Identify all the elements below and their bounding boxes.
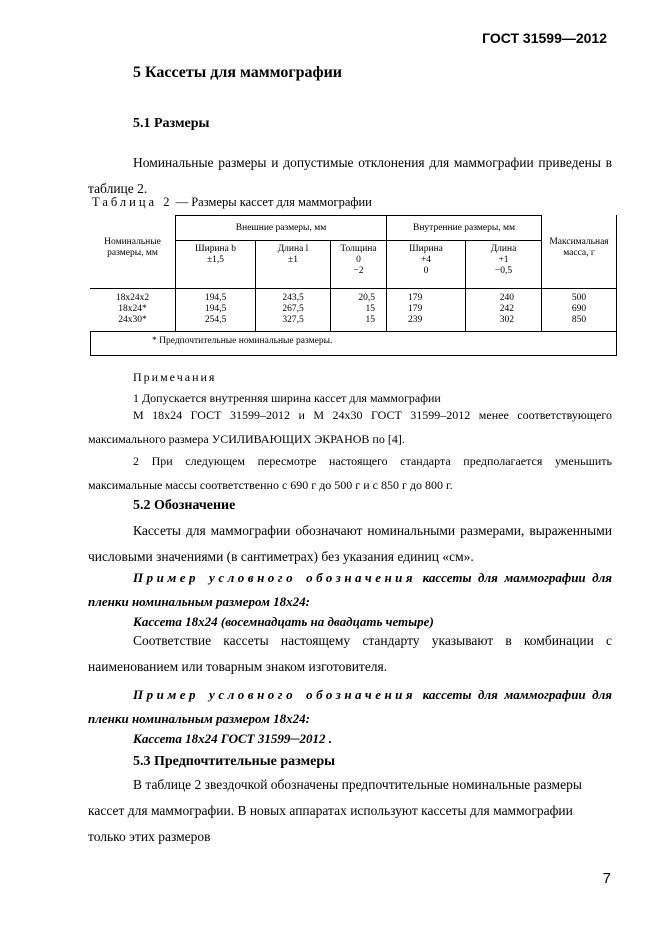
note-1-line-a: 1 Допускается внутренняя ширина кассет для маммографии: [133, 391, 441, 405]
table-row: 242: [499, 304, 514, 314]
cassette-dimensions-table: [90, 215, 617, 356]
example-1-spaced: Пример условного обозначения: [133, 570, 417, 585]
section-5-2-text2: Соответствие кассеты настоящему стандарту указывают в комбинации с наименованием или товарным знаком изготовителя.: [88, 633, 612, 674]
sub-thickness-tol2: −2: [353, 266, 364, 276]
section-5-1-title: 5.1 Размеры: [133, 116, 210, 131]
sub-inner-length-header: [466, 244, 541, 277]
standard-number: ГОСТ 31599—2012: [482, 30, 607, 46]
table-caption-rest: — Размеры кассет для маммографии: [175, 195, 372, 209]
table-row: 500: [571, 293, 587, 303]
col-inner-width: [408, 293, 458, 326]
notes-label: Примечания: [133, 370, 217, 384]
sub-inner-width-label: Ширина: [409, 244, 443, 254]
group-inner-header: Внутренние размеры, мм: [413, 223, 515, 233]
example-1-line: Кассета 18x24 (восемнадцать на двадцать четыре): [133, 614, 434, 629]
col-nominal: [90, 293, 175, 326]
col-nominal-header: Номинальные размеры, мм: [104, 237, 161, 258]
example-2-spaced: Пример условного обозначения: [133, 687, 417, 702]
sub-length-header: [256, 244, 330, 266]
sub-length-tol: ±1: [288, 255, 298, 265]
table-row: 15: [365, 304, 375, 314]
table-row: 239: [408, 315, 423, 325]
col-thickness: [331, 293, 375, 326]
sub-inner-width-tol2: 0: [423, 266, 429, 276]
table-footnote: * Предпочтительные номинальные размеры.: [152, 336, 333, 346]
sub-inner-length-label: Длина: [490, 244, 517, 254]
note-2: 2 При следующем пересмотре настоящего стандарта предполагается уменьшить максимальные массы соответственно с 690 г до 500 г и с 850 г до 800 г.: [88, 454, 612, 492]
sub-thickness-label: Толщина: [340, 244, 377, 254]
note-1-line-b: М 18x24 ГОСТ 31599–2012 и М 24x30 ГОСТ 31599–2012 менее соответствующего максимального размера УСИЛИВАЮЩИХ ЭКРАНОВ по [4].: [88, 408, 612, 446]
sub-thickness-header: [331, 244, 386, 277]
table-row: 179: [408, 304, 423, 314]
example-1-rest: кассеты для маммографии для пленки номинальным размером 18x24:: [88, 570, 612, 609]
section-5-1-text: Номинальные размеры и допустимые отклонения для маммографии приведены в таблице 2.: [88, 155, 612, 196]
section-5-title: 5 Кассеты для маммографии: [133, 64, 343, 81]
table-row: 690: [571, 304, 587, 314]
example-2-heading: [88, 683, 612, 731]
example-2-line: Кассета 18x24 ГОСТ 31599─2012 .: [133, 731, 333, 746]
sub-inner-length-tol1: +1: [498, 255, 509, 265]
table-caption-word: Таблица 2: [92, 195, 173, 209]
page-number: 7: [602, 870, 611, 887]
table-row: 15: [365, 315, 375, 325]
sub-width-header: [176, 244, 255, 266]
table-row: 24x30*: [118, 315, 147, 325]
sub-width-label: Ширина b: [195, 244, 236, 254]
sub-width-tol: ±1,5: [206, 255, 225, 265]
section-5-3-title: 5.3 Предпочтительные размеры: [133, 754, 336, 769]
table-row: 18x24x2: [115, 293, 150, 303]
section-5-2-text1: Кассеты для маммографии обозначают номинальными размерами, выраженными числовыми значениями (в сантиметрах) без указания единиц «см».: [88, 523, 612, 564]
sub-inner-width-tol1: +4: [420, 255, 432, 265]
sub-inner-length-tol2: −0,5: [494, 266, 513, 276]
sub-thickness-tol1: 0: [356, 255, 361, 265]
example-1-heading: [88, 566, 612, 614]
table-row: 243,5: [282, 293, 304, 303]
example-2-rest: кассеты для маммографии для пленки номинальным размером 18x24:: [88, 687, 612, 726]
section-5-3-line2: кассет для маммографии. В новых аппаратах используют кассеты для маммографии: [88, 803, 573, 818]
table-row: 254,5: [204, 315, 227, 325]
table-row: 240: [499, 293, 514, 303]
table-row: 20,5: [358, 293, 375, 303]
table-row: 327,5: [282, 315, 304, 325]
table-row: 18x24*: [118, 304, 147, 314]
col-length: [256, 293, 330, 326]
table-row: 194,5: [204, 293, 227, 303]
table-row: 179: [408, 293, 423, 303]
col-width: [176, 293, 255, 326]
section-5-3-line3: только этих размеров: [88, 829, 211, 844]
table-row: 302: [499, 315, 514, 325]
section-5-2-title: 5.2 Обозначение: [133, 498, 236, 513]
table-row: 850: [571, 315, 587, 325]
col-mass-header: Максимальная масса, г: [549, 237, 609, 258]
table-row: 194,5: [204, 304, 227, 314]
group-outer-header: Внешние размеры, мм: [235, 223, 327, 233]
col-inner-length: [466, 293, 514, 326]
sub-length-label: Длина l: [277, 244, 309, 254]
table-row: 267,5: [282, 304, 304, 314]
section-5-3-line1: В таблице 2 звездочкой обозначены предпочтительные номинальные размеры: [133, 777, 582, 792]
sub-inner-width-header: [387, 244, 465, 277]
col-mass: [542, 293, 616, 326]
table-caption: [92, 195, 372, 210]
